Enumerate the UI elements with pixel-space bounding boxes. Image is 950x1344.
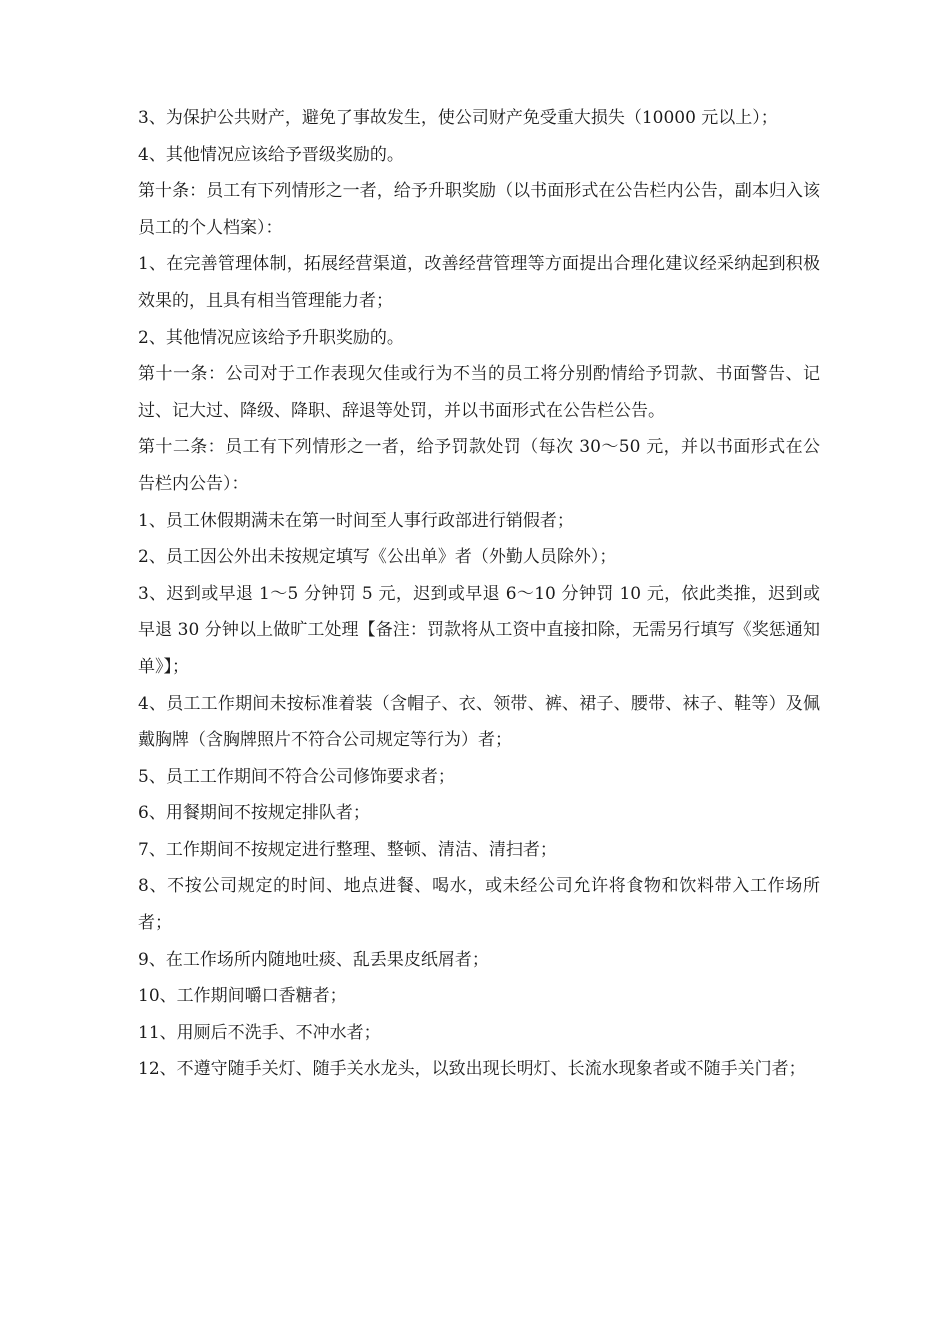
paragraph-fine-item-6: 6、用餐期间不按规定排队者； [138, 803, 370, 824]
document-page [138, 100, 820, 1088]
paragraph-fine-item-9: 9、在工作场所内随地吐痰、乱丢果皮纸屑者； [138, 949, 489, 970]
paragraph-fine-item-11: 11、用厕后不洗手、不冲水者； [138, 1022, 381, 1043]
paragraph-item-1-management-suggestion: 1、在完善管理体制，拓展经营渠道，改善经营管理等方面提出合理化建议经采纳起到积极效果的，且具有相当管理能力者； [138, 254, 820, 311]
paragraph-item-3-asset-protection: 3、为保护公共财产，避免了事故发生，使公司财产免受重大损失（10000 元以上）； [138, 108, 778, 128]
paragraph-item-2-promotion-other: 2、其他情况应该给予升职奖励的。 [138, 327, 404, 348]
paragraph-article-12: 第十二条：员工有下列情形之一者，给予罚款处罚（每次 30～50 元，并以书面形式在公告栏内公告）： [138, 437, 820, 494]
paragraph-fine-item-1: 1、员工休假期满未在第一时间至人事行政部进行销假者； [138, 510, 574, 531]
paragraph-fine-item-7: 7、工作期间不按规定进行整理、整顿、清洁、清扫者； [138, 839, 557, 860]
paragraph-fine-item-12: 12、不遵守随手关灯、随手关水龙头，以致出现长明灯、长流水现象者或不随手关门者； [138, 1059, 806, 1080]
paragraph-article-11: 第十一条：公司对于工作表现欠佳或行为不当的员工将分别酌情给予罚款、书面警告、记过、记大过、降级、降职、辞退等处罚，并以书面形式在公告栏公告。 [138, 364, 820, 421]
paragraph-article-10: 第十条：员工有下列情形之一者，给予升职奖励（以书面形式在公告栏内公告，副本归入该员工的个人档案）： [138, 181, 820, 238]
paragraph-fine-item-10: 10、工作期间嚼口香糖者； [138, 986, 347, 1007]
paragraph-fine-item-8: 8、不按公司规定的时间、地点进餐、喝水，或未经公司允许将食物和饮料带入工作场所者； [138, 876, 820, 934]
paragraph-item-4-promotion-other: 4、其他情况应该给予晋级奖励的。 [138, 144, 404, 165]
paragraph-fine-item-4: 4、员工工作期间未按标准着装（含帽子、衣、领带、裤、裙子、腰带、袜子、鞋等）及佩戴胸牌（含胸牌照片不符合公司规定等行为）者； [138, 693, 820, 751]
paragraph-fine-item-5: 5、员工工作期间不符合公司修饰要求者； [138, 766, 455, 787]
paragraph-fine-item-3: 3、迟到或早退 1～5 分钟罚 5 元，迟到或早退 6～10 分钟罚 10 元，依此类推，迟到或早退 30 分钟以上做旷工处理【备注：罚款将从工资中直接扣除，无需另行填写《奖惩通知单》】； [138, 583, 820, 677]
paragraph-fine-item-2: 2、员工因公外出未按规定填写《公出单》者（外勤人员除外）； [138, 547, 617, 568]
